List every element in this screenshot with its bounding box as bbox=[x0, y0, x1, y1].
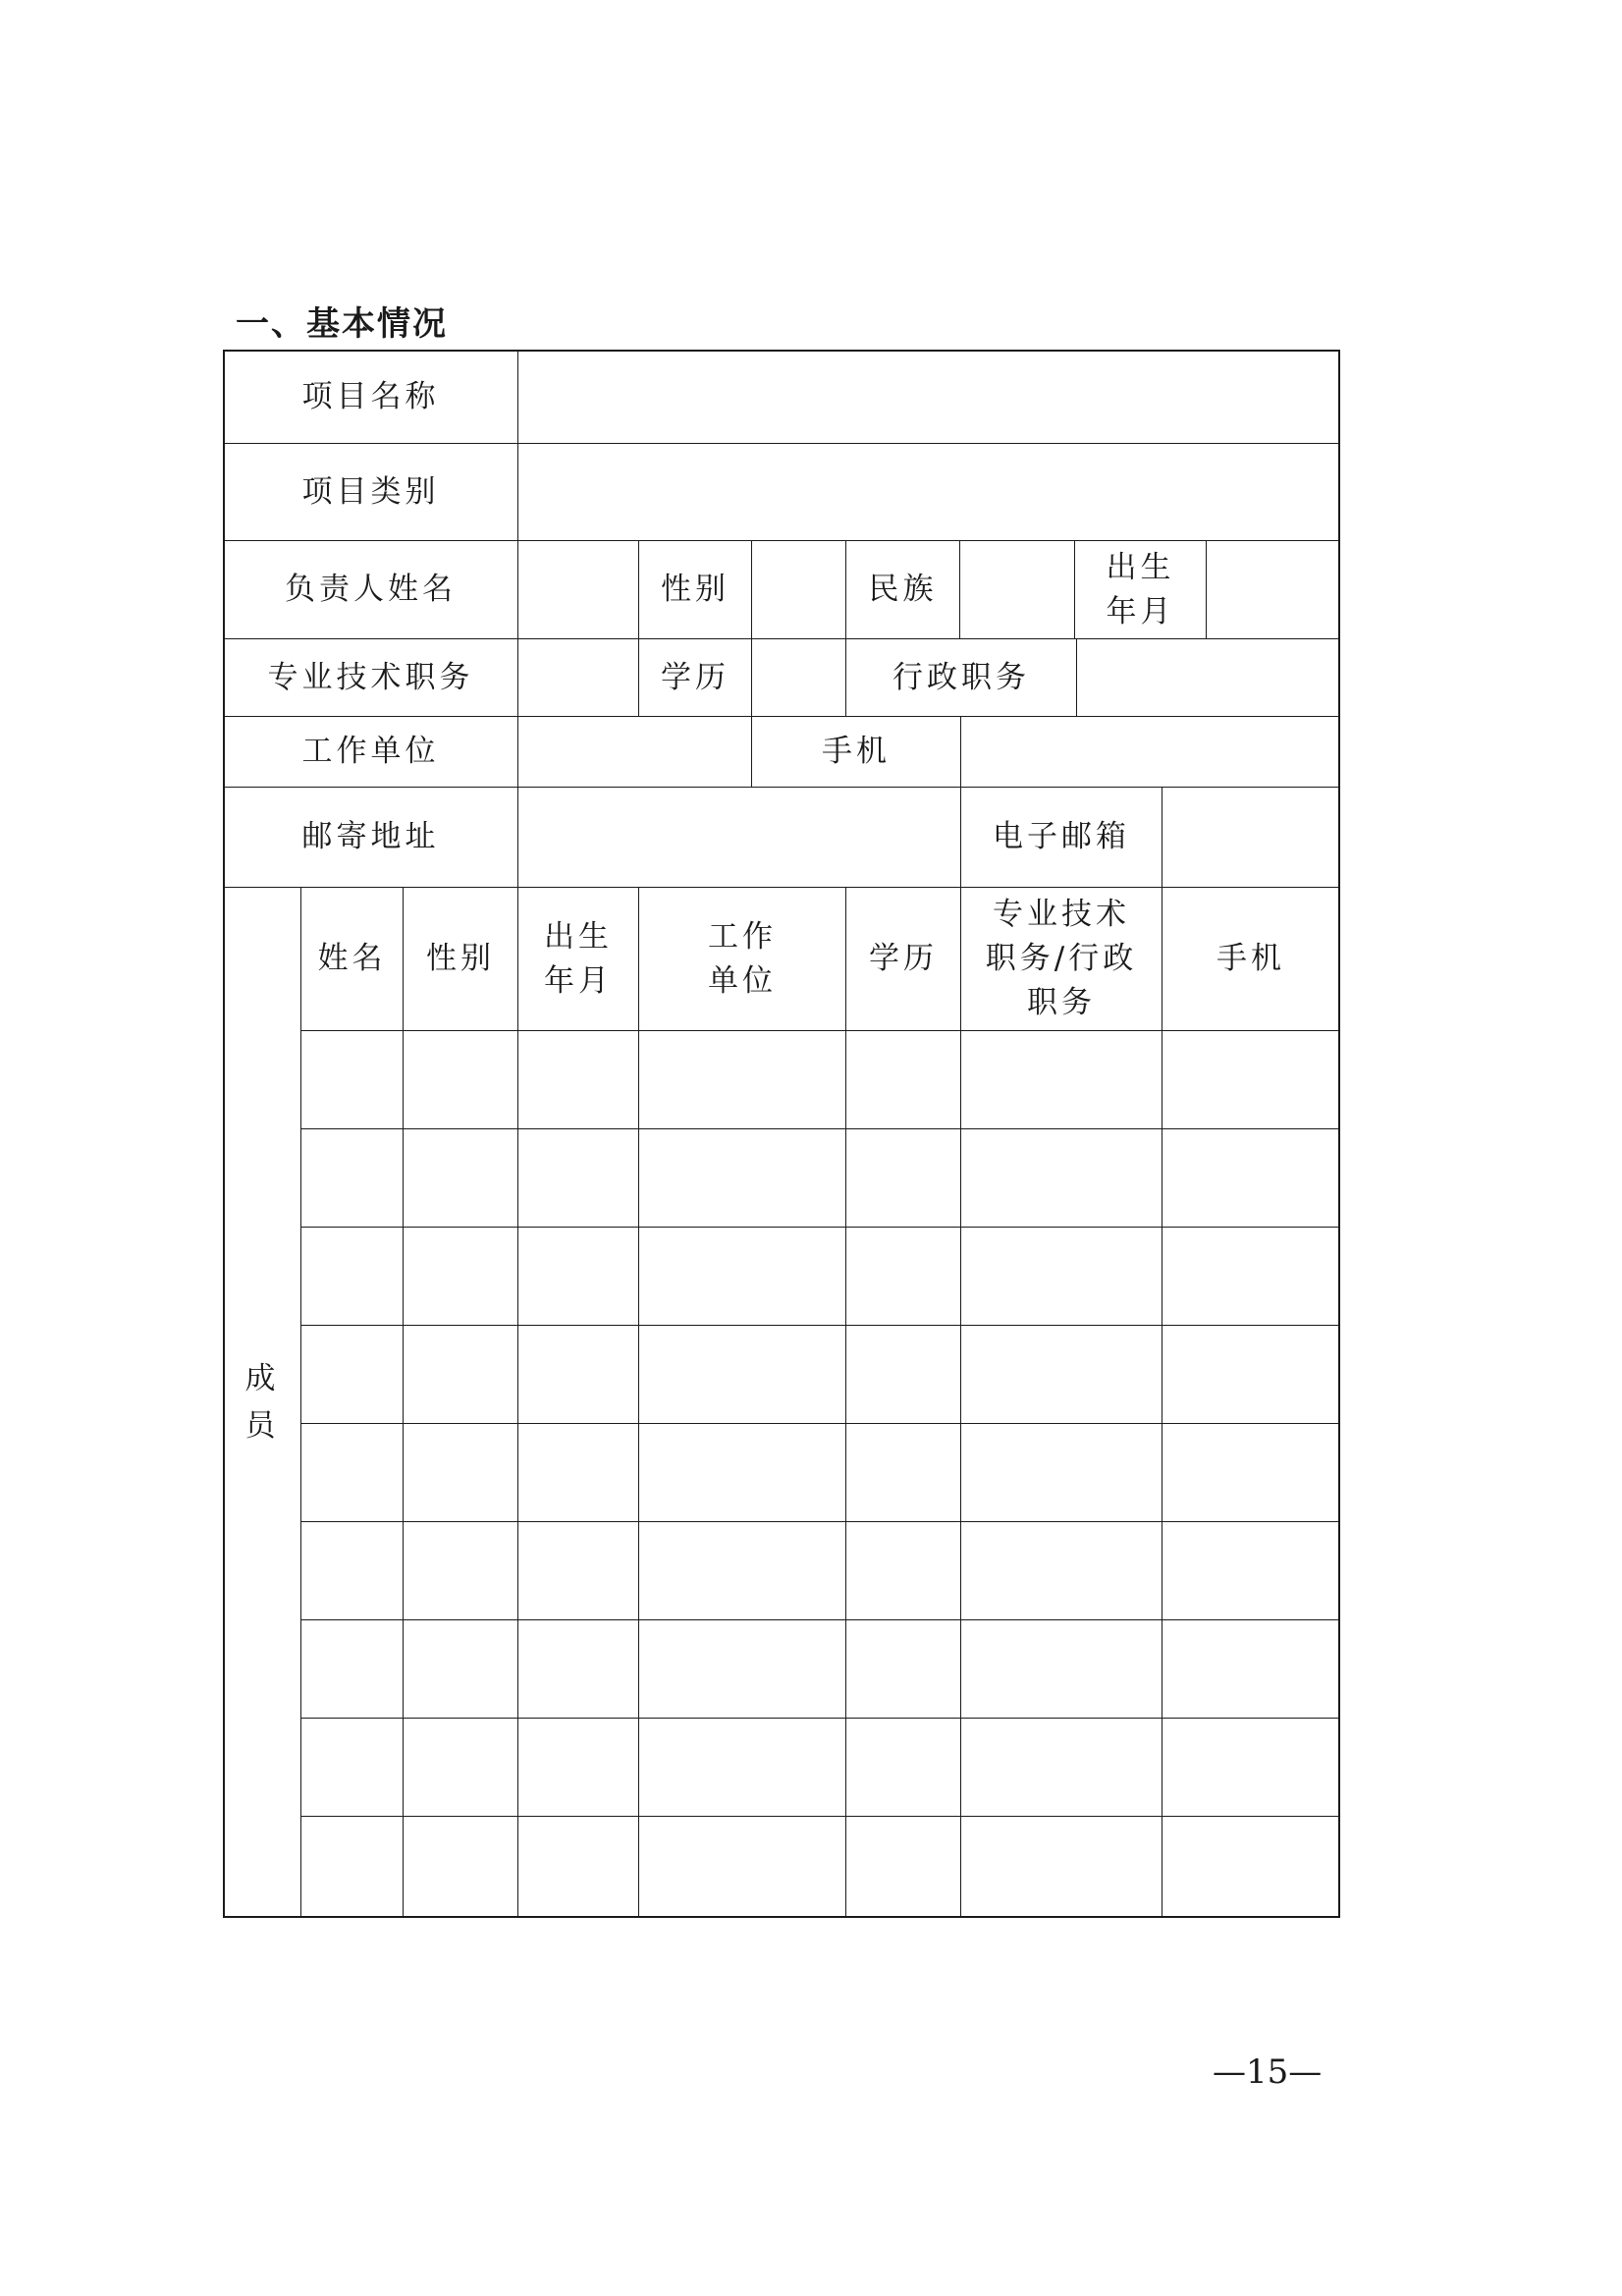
member-cell-work-unit[interactable] bbox=[638, 1325, 846, 1424]
member-cell-education[interactable] bbox=[845, 1227, 961, 1326]
member-cell-title[interactable] bbox=[960, 1521, 1162, 1620]
member-cell-birth[interactable] bbox=[517, 1521, 639, 1620]
member-cell-mobile[interactable] bbox=[1162, 1718, 1340, 1817]
member-cell-mobile[interactable] bbox=[1162, 1325, 1340, 1424]
member-header-name: 姓名 bbox=[300, 887, 404, 1031]
member-header-title: 专业技术 职务/行政 职务 bbox=[960, 887, 1162, 1031]
project-name-label: 项目名称 bbox=[223, 350, 518, 444]
email-field[interactable] bbox=[1162, 787, 1340, 888]
member-cell-gender[interactable] bbox=[403, 1128, 518, 1228]
member-cell-title[interactable] bbox=[960, 1030, 1162, 1129]
leader-gender-field[interactable] bbox=[751, 540, 846, 639]
member-cell-title[interactable] bbox=[960, 1325, 1162, 1424]
mailing-address-field[interactable] bbox=[517, 787, 961, 888]
project-category-field[interactable] bbox=[517, 443, 1340, 541]
ethnicity-label: 民族 bbox=[845, 540, 960, 639]
member-cell-birth[interactable] bbox=[517, 1325, 639, 1424]
member-cell-title[interactable] bbox=[960, 1227, 1162, 1326]
member-cell-work-unit[interactable] bbox=[638, 1619, 846, 1719]
member-cell-name[interactable] bbox=[300, 1718, 404, 1817]
project-category-label: 项目类别 bbox=[223, 443, 518, 541]
leader-name-field[interactable] bbox=[517, 540, 639, 639]
member-cell-mobile[interactable] bbox=[1162, 1227, 1340, 1326]
member-cell-title[interactable] bbox=[960, 1718, 1162, 1817]
mailing-address-label: 邮寄地址 bbox=[223, 787, 518, 888]
member-header-birth: 出生 年月 bbox=[517, 887, 639, 1031]
member-cell-gender[interactable] bbox=[403, 1423, 518, 1522]
member-cell-education[interactable] bbox=[845, 1423, 961, 1522]
ethnicity-field[interactable] bbox=[959, 540, 1075, 639]
member-cell-name[interactable] bbox=[300, 1816, 404, 1918]
member-cell-birth[interactable] bbox=[517, 1816, 639, 1918]
member-cell-education[interactable] bbox=[845, 1718, 961, 1817]
member-cell-birth[interactable] bbox=[517, 1227, 639, 1326]
member-header-gender: 性别 bbox=[403, 887, 518, 1031]
member-cell-work-unit[interactable] bbox=[638, 1128, 846, 1228]
member-cell-work-unit[interactable] bbox=[638, 1816, 846, 1918]
members-section-label: 成 员 bbox=[223, 887, 301, 1918]
member-cell-mobile[interactable] bbox=[1162, 1423, 1340, 1522]
member-cell-birth[interactable] bbox=[517, 1128, 639, 1228]
email-label: 电子邮箱 bbox=[960, 787, 1162, 888]
member-cell-name[interactable] bbox=[300, 1423, 404, 1522]
member-cell-education[interactable] bbox=[845, 1521, 961, 1620]
member-cell-name[interactable] bbox=[300, 1619, 404, 1719]
member-cell-name[interactable] bbox=[300, 1325, 404, 1424]
member-cell-birth[interactable] bbox=[517, 1423, 639, 1522]
member-cell-name[interactable] bbox=[300, 1128, 404, 1228]
education-field[interactable] bbox=[751, 638, 846, 717]
member-cell-work-unit[interactable] bbox=[638, 1030, 846, 1129]
member-cell-birth[interactable] bbox=[517, 1030, 639, 1129]
page-number: —15— bbox=[1213, 2052, 1323, 2092]
tech-title-label: 专业技术职务 bbox=[223, 638, 518, 717]
mobile-label: 手机 bbox=[751, 716, 961, 788]
member-cell-gender[interactable] bbox=[403, 1521, 518, 1620]
member-cell-title[interactable] bbox=[960, 1423, 1162, 1522]
member-cell-title[interactable] bbox=[960, 1619, 1162, 1719]
member-cell-work-unit[interactable] bbox=[638, 1521, 846, 1620]
member-header-work-unit: 工作 单位 bbox=[638, 887, 846, 1031]
member-cell-gender[interactable] bbox=[403, 1325, 518, 1424]
section-title: 一、基本情况 bbox=[236, 304, 448, 344]
member-cell-mobile[interactable] bbox=[1162, 1128, 1340, 1228]
basic-info-form bbox=[223, 350, 1340, 1918]
leader-name-label: 负责人姓名 bbox=[223, 540, 518, 639]
admin-title-label: 行政职务 bbox=[845, 638, 1077, 717]
leader-gender-label: 性别 bbox=[638, 540, 752, 639]
work-unit-label: 工作单位 bbox=[223, 716, 518, 788]
member-cell-work-unit[interactable] bbox=[638, 1227, 846, 1326]
member-cell-mobile[interactable] bbox=[1162, 1030, 1340, 1129]
member-cell-education[interactable] bbox=[845, 1030, 961, 1129]
member-cell-education[interactable] bbox=[845, 1619, 961, 1719]
member-header-education: 学历 bbox=[845, 887, 961, 1031]
project-name-field[interactable] bbox=[517, 350, 1340, 444]
member-cell-birth[interactable] bbox=[517, 1718, 639, 1817]
member-cell-title[interactable] bbox=[960, 1128, 1162, 1228]
member-cell-gender[interactable] bbox=[403, 1816, 518, 1918]
member-cell-work-unit[interactable] bbox=[638, 1718, 846, 1817]
member-cell-gender[interactable] bbox=[403, 1030, 518, 1129]
member-cell-education[interactable] bbox=[845, 1816, 961, 1918]
member-cell-education[interactable] bbox=[845, 1128, 961, 1228]
member-cell-education[interactable] bbox=[845, 1325, 961, 1424]
member-cell-mobile[interactable] bbox=[1162, 1521, 1340, 1620]
admin-title-field[interactable] bbox=[1076, 638, 1340, 717]
member-cell-name[interactable] bbox=[300, 1521, 404, 1620]
member-cell-title[interactable] bbox=[960, 1816, 1162, 1918]
member-header-mobile: 手机 bbox=[1162, 887, 1340, 1031]
mobile-field[interactable] bbox=[960, 716, 1340, 788]
member-cell-gender[interactable] bbox=[403, 1619, 518, 1719]
leader-birth-field[interactable] bbox=[1206, 540, 1340, 639]
member-cell-gender[interactable] bbox=[403, 1227, 518, 1326]
member-cell-mobile[interactable] bbox=[1162, 1816, 1340, 1918]
member-cell-birth[interactable] bbox=[517, 1619, 639, 1719]
member-cell-gender[interactable] bbox=[403, 1718, 518, 1817]
work-unit-field[interactable] bbox=[517, 716, 752, 788]
member-cell-name[interactable] bbox=[300, 1227, 404, 1326]
member-cell-work-unit[interactable] bbox=[638, 1423, 846, 1522]
leader-birth-label: 出生 年月 bbox=[1074, 540, 1207, 639]
member-cell-name[interactable] bbox=[300, 1030, 404, 1129]
education-label: 学历 bbox=[638, 638, 752, 717]
tech-title-field[interactable] bbox=[517, 638, 639, 717]
member-cell-mobile[interactable] bbox=[1162, 1619, 1340, 1719]
